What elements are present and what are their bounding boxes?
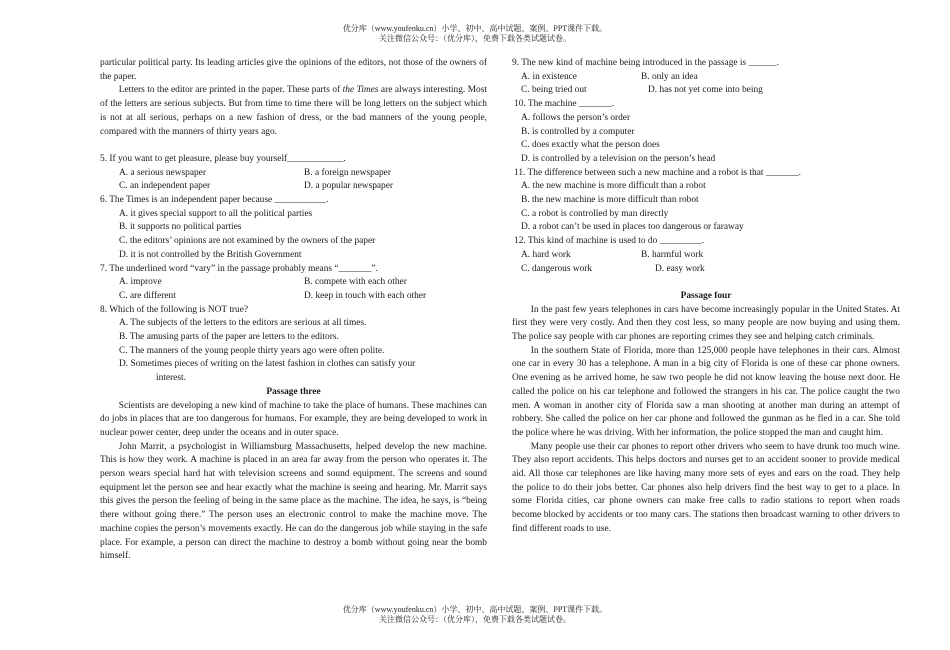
passage-three-title: Passage three xyxy=(266,386,321,397)
question-stem: 9. The new kind of machine being introduced in the passage is ______. xyxy=(512,58,779,68)
option-b: B. is controlled by a computer xyxy=(521,126,635,137)
option-b: B. harmful work xyxy=(641,249,704,260)
question-stem: 6. The Times is an independent paper because ___________. xyxy=(100,195,329,206)
passage-four-paragraph-1: In the past few years telephones in cars have become increasingly popular in the United States. At first they were very costly. And then they cost less, so many people are now buying and using them. The police say people with car phones are reporting crimes they see and helping catch criminals. xyxy=(512,304,900,343)
question-9 xyxy=(512,57,900,98)
options-row xyxy=(100,180,487,194)
question-stem: 11. The difference between such a new machine and a robot is that _______. xyxy=(514,167,801,178)
option-a: A. hard work xyxy=(521,249,571,260)
page-header xyxy=(0,24,950,44)
options-row xyxy=(512,263,900,277)
option-d: D. Sometimes pieces of writing on the latest fashion in clothes can satisfy your xyxy=(119,359,416,370)
header-line-2: 关注微信公众号：（优分库），免费下载各类试题试卷。 xyxy=(379,34,571,43)
option-b: B. compete with each other xyxy=(304,277,407,288)
options-row xyxy=(100,276,487,290)
left-column xyxy=(100,57,487,564)
question-stem: 10. The machine _______. xyxy=(514,99,615,110)
option-d: D. is controlled by a television on the person’s head xyxy=(521,153,716,164)
options-row xyxy=(100,167,487,181)
letters-text-after: are always interesting. Most of the letters are serious subjects. But from time to time there will be long letters on the subject which is not at all serious, perhaps on a new fashion of dress, or the bad manners of the young people, compared with the manners of thirty years ago. xyxy=(100,85,488,137)
passage-three-paragraph-1: Scientists are developing a new kind of machine to take the place of humans. These machines can do jobs in places that are too dangerous for humans. For example, they are being developed to work in nuclear power center, deep under the oceans and in outer space. xyxy=(100,400,487,438)
option-a: A. follows the person’s order xyxy=(521,112,631,123)
options-row xyxy=(100,290,487,304)
option-d: D. a popular newspaper xyxy=(304,181,394,192)
option-c: C. The manners of the young people thirty years ago were often polite. xyxy=(119,345,385,356)
option-a: A. in existence xyxy=(521,71,577,82)
question-stem: 12. This kind of machine is used to do _________. xyxy=(514,236,705,247)
passage-four-paragraph-2: In the southern State of Florida, more than 125,000 people have telephones in their cars. Almost one car in every 30 has a telephone. A man in a big city of Florida is one of these car phone owners. One evening as he arrived home, he saw two people he did not know leaving the house next door. He called the police on his car telephone and followed the strangers in his car. The police caught the two men. A woman in another city of Florida saw a man shooting at another man during an attempt of robbery. She called the police on her car phone and followed the gunman as he fled in a car. She told the police where he was driving. With her information, the police stopped the man and caught him. xyxy=(512,345,900,438)
options-row xyxy=(512,84,900,98)
option-b: B. it supports no political parties xyxy=(119,222,242,233)
option-c: C. are different xyxy=(119,290,176,301)
question-10 xyxy=(512,98,900,167)
page-footer xyxy=(0,605,950,625)
options-row xyxy=(512,249,900,263)
question-6 xyxy=(100,194,487,263)
passage-three-paragraph-2: John Marrit, a psychologist in Williamsburg Massachusetts, helped develop the new machine. This is how they work. A machine is placed in an area far away from the person who operates it. The person wears special hard hat with television screens and sound equipment. The screens and sound equipment let the person see and hear exactly what the machine is seeing and hearing. Mr. Marrit says this gives the person the feeling of being in the same place as the machine. The idea, he says, is “being there without going there.” The person uses an electronic control to make the machine move. The machine copies the person’s movements exactly. He can do the dangerous job while staying in the safe place. For example, a person can direct the machine to destroy a bomb without going near the bomb himself. xyxy=(100,441,487,562)
passage-four-paragraph-3: Many people use their car phones to report other drivers who seem to have drunk too much wine. They also report accidents. This helps doctors and nurses get to an accident sooner to provide medical aid. All those car telephones are like having many more sets of eyes and ears on the road. They help the police to do their jobs better. Car phones also help drivers find the best way to get to a place. In some Florida cities, car phone owners can make free calls to radio stations to report when roads become blocked by accidents or too many cars. The stations then broadcast warning to other drivers to find different roads to use. xyxy=(512,441,900,534)
question-stem: 7. The underlined word “vary” in the passage probably means “_______”. xyxy=(100,263,378,274)
option-b: B. The amusing parts of the paper are letters to the editors. xyxy=(119,332,339,343)
question-7 xyxy=(100,263,487,304)
letters-text-before: Letters to the editor are printed in the paper. These parts of xyxy=(118,85,343,96)
option-d: D. it is not controlled by the British Government xyxy=(119,249,302,260)
option-c: C. an independent paper xyxy=(119,181,211,192)
right-column xyxy=(512,57,900,537)
question-stem: 5. If you want to get pleasure, please buy yourself____________. xyxy=(100,153,346,164)
option-d: D. a robot can’t be used in places too dangerous or faraway xyxy=(521,222,744,233)
option-c: C. does exactly what the person does xyxy=(521,140,660,151)
option-a: A. a serious newspaper xyxy=(119,167,206,178)
option-d: D. keep in touch with each other xyxy=(304,290,427,301)
option-d-continued: interest. xyxy=(156,373,186,384)
footer-line-2: 关注微信公众号：（优分库），免费下载各类试题试卷。 xyxy=(379,615,571,624)
question-8 xyxy=(100,304,487,386)
option-a: A. the new machine is more difficult than a robot xyxy=(521,181,706,192)
passage-four-title: Passage four xyxy=(680,290,732,301)
options-row xyxy=(512,71,900,85)
option-b: B. a foreign newspaper xyxy=(304,167,391,178)
the-times-italic: the Times xyxy=(342,85,379,96)
option-d: D. easy work xyxy=(655,263,705,274)
question-11 xyxy=(512,167,900,236)
option-c: C. being tried out xyxy=(521,85,587,96)
passage-two-continued: particular political party. Its leading articles give the opinions of the editors, not those of the owners of the paper. xyxy=(100,58,487,82)
option-c: C. dangerous work xyxy=(521,263,593,274)
option-c: C. a robot is controlled by man directly xyxy=(521,208,669,219)
option-a: A. it gives special support to all the political parties xyxy=(119,208,313,219)
footer-line-1: 优分库（www.youfenku.cn）小学、初中、高中试题、案例、PPT课件下载。 xyxy=(342,605,608,614)
option-b: B. the new machine is more difficult than robot xyxy=(521,195,699,206)
letters-paragraph xyxy=(100,84,487,139)
question-stem: 8. Which of the following is NOT true? xyxy=(100,304,249,315)
question-12 xyxy=(512,235,900,276)
option-c: C. the editors’ opinions are not examined by the owners of the paper xyxy=(119,236,376,247)
option-a: A. improve xyxy=(119,277,162,288)
option-d: D. has not yet come into being xyxy=(648,85,763,96)
option-a: A. The subjects of the letters to the editors are serious at all times. xyxy=(119,318,367,329)
question-5 xyxy=(100,153,487,194)
option-b: B. only an idea xyxy=(641,71,698,82)
header-line-1: 优分库（www.youfenku.cn）小学、初中、高中试题、案例、PPT课件下载。 xyxy=(342,24,608,33)
